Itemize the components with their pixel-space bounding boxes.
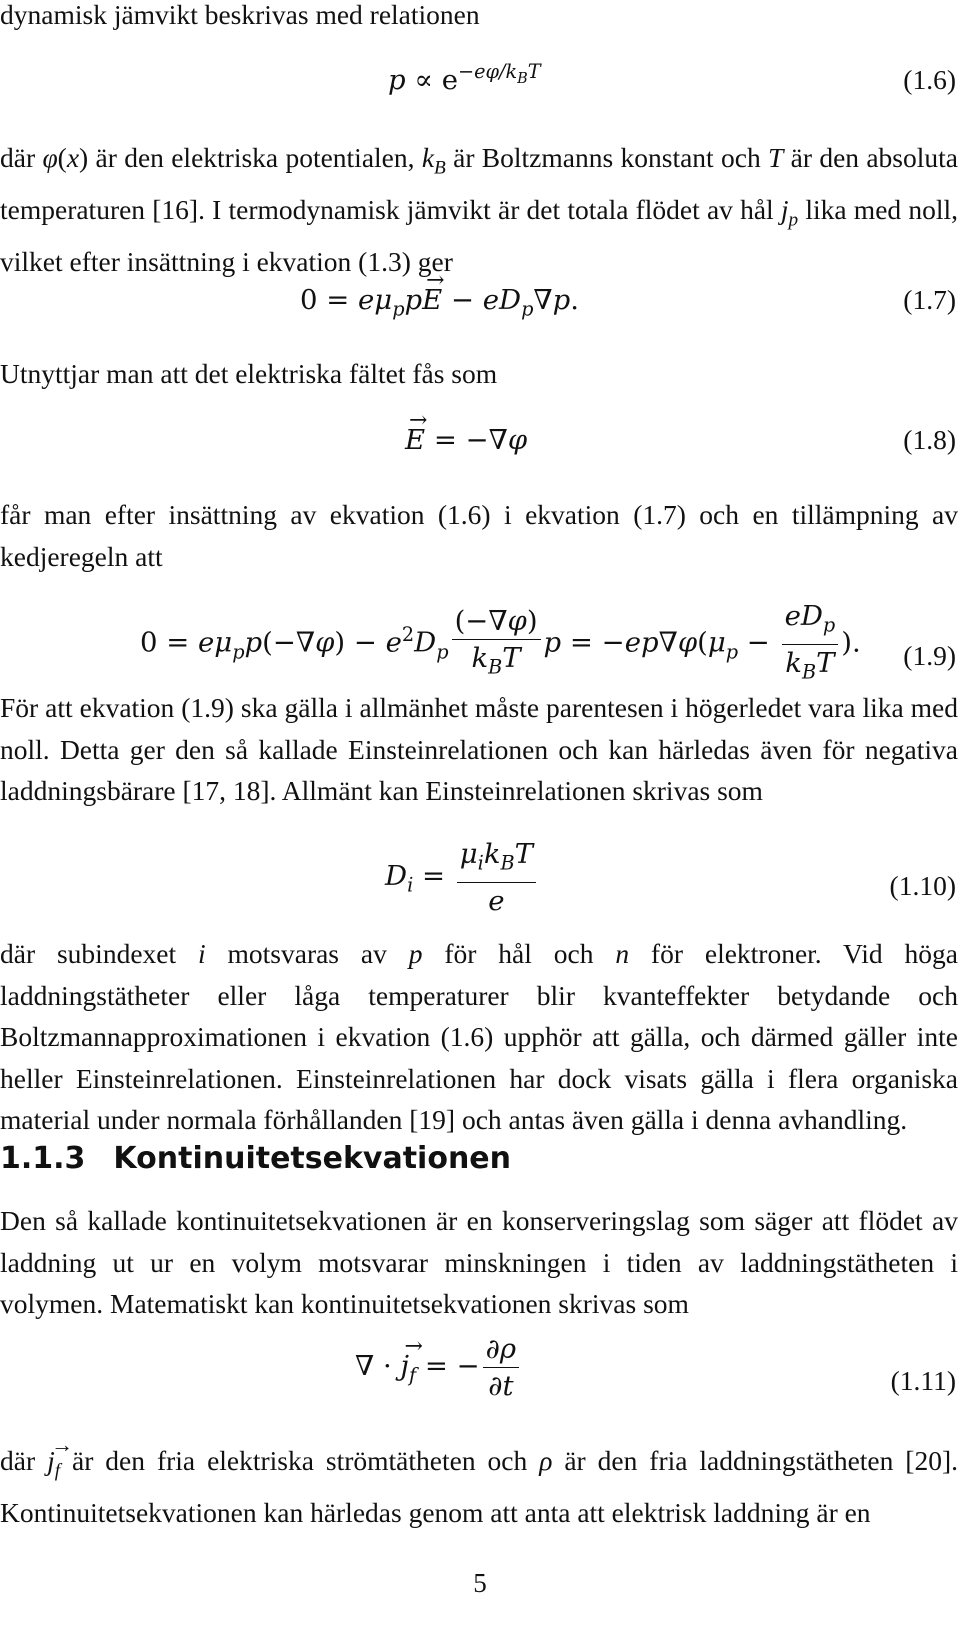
equation-1-8 — [0, 424, 958, 484]
equation-1-6 — [0, 60, 958, 124]
paragraph-einstein — [0, 687, 958, 812]
paragraph-current-density: där → $j_f$ är den fria elektriska strömtätheten och ρ är den fria laddningstätheten [20]. Kontinuitetsekvationen kan härledas genom att anta att elektrisk laddning är en — [0, 1440, 958, 1534]
equation-1-6-formula: $p \propto e^{-e\varphi/k_BT}$ — [388, 60, 541, 96]
section-title: Kontinuitetsekvationen — [113, 1141, 512, 1176]
page-number: 5 — [473, 1568, 487, 1598]
equation-1-8-number: (1.8) — [903, 424, 956, 455]
paragraph-hole-flux: där φ(x) är den elektriska potentialen, $k_B$ är Boltzmanns konstant och T är den absoluta temperaturen [16]. I termodynamisk jämvikt är det totala flödet av hål $j_p$ lika med noll, vilket efter insättning i ekvation (1.3) ger — [0, 142, 958, 278]
equation-1-11 — [0, 1333, 958, 1425]
equation-1-10-formula: $D_i$ = $\frac{\mu_ik_BT}{e}$ — [385, 836, 539, 919]
paragraph-field-text: Utnyttjar man att det elektriska fältet fås som — [0, 358, 498, 389]
paragraph-intro-text: dynamisk jämvikt beskrivas med relationen — [0, 0, 480, 30]
equation-1-6-number: (1.6) — [903, 64, 956, 95]
section-heading — [0, 1141, 511, 1176]
paragraph-subindex: där subindexet i motsvaras av p för hål och n för elektroner. Vid höga laddningstätheter eller låga temperaturer blir kvanteffekter betydande och Boltzmannapproximationen i ekvation (1.6) upphör att gälla, och därmed gäller inte heller Einsteinrelationen. Einsteinrelationen har dock visats gälla i flera organiska material under normala förhållanden [19] och antas även gälla i denna avhandling. — [0, 938, 958, 1135]
equation-1-11-number: (1.11) — [890, 1365, 956, 1396]
equation-1-9 — [0, 600, 958, 690]
equation-1-8-formula: → E = −∇φ — [405, 424, 527, 456]
paragraph-einstein-text: För att ekvation (1.9) ska gälla i allmänhet måste parentesen i högerledet vara lika med noll. Detta ger den så kallade Einsteinrelationen och kan härledas även för negativa laddningsbärare [17, 18]. Allmänt kan Einsteinrelationen skrivas som — [0, 692, 958, 806]
equation-1-7-formula: $0 = e\mu_pp\to E - eD_p\nabla p$. — [300, 284, 579, 321]
section-number: 1.1.3 — [0, 1141, 86, 1176]
equation-1-9-number: (1.9) — [903, 640, 956, 671]
equation-1-11-formula: ∇ · → $j_f$ = − $\frac{\partial\rho}{\partial t}$ — [355, 1331, 522, 1404]
equation-1-10-number: (1.10) — [889, 870, 956, 901]
equation-1-7-number: (1.7) — [903, 284, 956, 315]
equation-1-7 — [0, 284, 958, 344]
paragraph-intro — [0, 0, 958, 36]
equation-1-9-formula: $0 = e\mu_pp(-\nabla\varphi) - e^2D_p$ $\frac{(-\nabla\varphi)}{k_BT}$ $p = -ep\nabla\varphi(\mu_p$ − $\frac{eD_p}{k_BT}$ ). — [140, 600, 861, 684]
equation-1-10 — [0, 838, 958, 930]
paragraph-chain-rule-text: får man efter insättning av ekvation (1.6) i ekvation (1.7) och en tillämpning av kedjeregeln att — [0, 499, 958, 572]
paragraph-continuity — [0, 1200, 958, 1325]
paragraph-field — [0, 353, 958, 395]
paragraph-continuity-text: Den så kallade kontinuitetsekvationen är en konserveringslag som säger att flödet av laddning ut ur en volym motsvarar minskningen i tiden av laddningstätheten i volymen. Matematiskt kan kontinuitetsekvationen skrivas som — [0, 1205, 958, 1319]
paragraph-chain-rule — [0, 494, 958, 577]
